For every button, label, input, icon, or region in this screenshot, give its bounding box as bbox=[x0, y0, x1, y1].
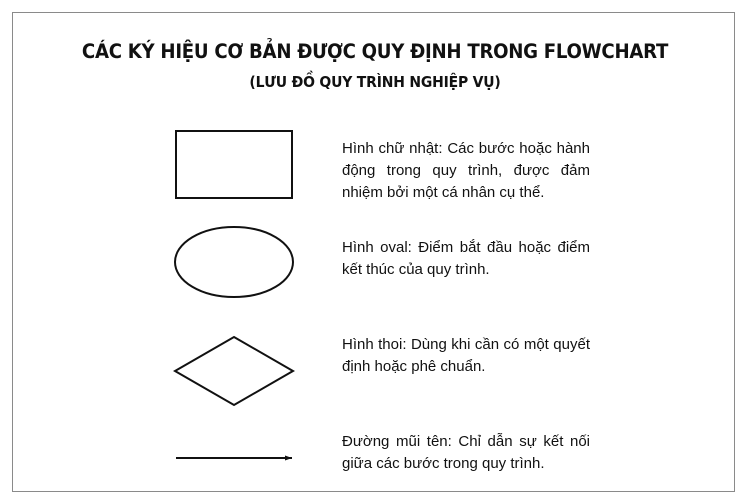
oval-symbol bbox=[175, 227, 293, 297]
oval-description: Hình oval: Điểm bắt đầu hoặc điểm kết thúc của quy trình. bbox=[342, 239, 590, 278]
diamond-symbol bbox=[175, 337, 293, 405]
rectangle-description: Hình chữ nhật: Các bước hoặc hành động trong quy trình, được đảm nhiệm bởi một cá nhân cụ thể. bbox=[342, 140, 590, 201]
diagram-title: CÁC KÝ HIỆU CƠ BẢN ĐƯỢC QUY ĐỊNH TRONG FLOWCHART bbox=[81, 40, 669, 63]
arrow-description: Đường mũi tên: Chỉ dẫn sự kết nối giữa các bước trong quy trình. bbox=[342, 433, 590, 472]
rectangle-symbol bbox=[176, 131, 292, 198]
diamond-description: Hình thoi: Dùng khi cần có một quyết định hoặc phê chuẩn. bbox=[342, 336, 590, 375]
diagram-subtitle: (LƯU ĐỒ QUY TRÌNH NGHIỆP VỤ) bbox=[249, 73, 501, 91]
